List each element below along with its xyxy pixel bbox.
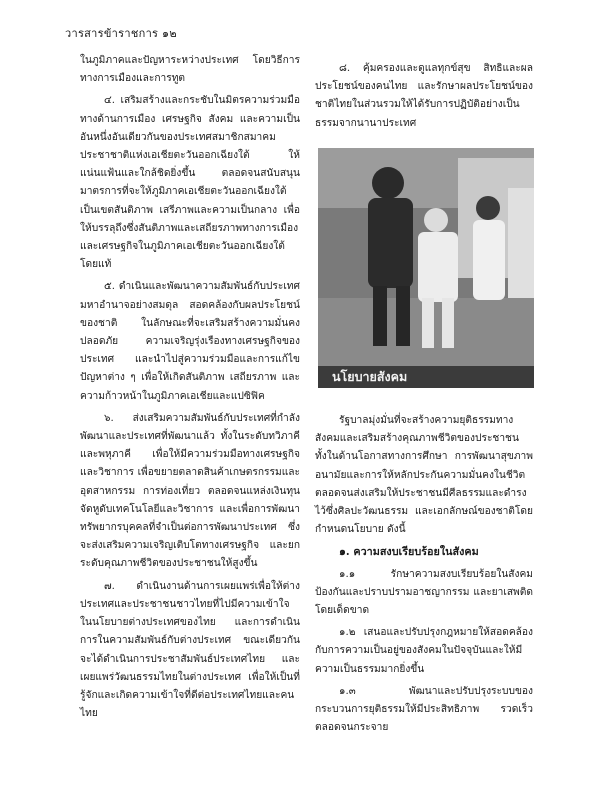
news-photo: [318, 148, 534, 368]
right-column-top: [315, 60, 533, 137]
paragraph-6: ๖. ส่งเสริมความสัมพันธ์กับประเทศที่กำลังพัฒนาและประเทศที่พัฒนาแล้ว ทั้งในระดับทวิภาคีและพหุภาคี เพื่อให้มีความร่วมมือทางเศรษฐกิจและวิชาการ เพื่อขยายตลาดสินค้าเกษตรกรรมและอุตสาหกรรม การท่องเที่ยว ตลอดจนแหล่งเงินทุน จัดหูดับเทคโนโลยีและวิชาการ และเพื่อการพัฒนาทรัพยากรบุคคลที่จำเป็นต่อการพัฒนาประเทศ ซึ่งจะส่งเสริมความเจริญเติบโตทางเศรษฐกิจ และยกระดับคุณภาพชีวิตของประชาชนให้สูงขึ้น: [80, 412, 300, 570]
paragraph-3: ในภูมิภาคและปัญหาระหว่างประเทศ โดยวิธีการทางการเมืองและการทูต: [80, 55, 300, 85]
section-banner: นโยบายสังคม: [318, 366, 534, 388]
paragraph-7: ๗. ดำเนินงานด้านการเผยแพร่เพื่อให้ต่างประเทศและประชาชนชาวไทยที่ไปมีความเข้าใจในนโยบายต่างประเทศของไทย และการดำเนินการในความสัมพันธ์กับต่างประเทศ ขณะเดียวกันจะได้ดำเนินการประชาสัมพันธ์ประเทศไทย และเผยแพร่วัฒนธรรมไทยในต่างประเทศ เพื่อให้เป็นที่รู้จักและเกิดความเข้าใจที่ดีต่อประเทศไทยและคนไทย: [80, 580, 300, 720]
paragraph-4: ๔. เสริมสร้างและกระชับในมิตรความร่วมมือทางด้านการเมือง เศรษฐกิจ สังคม และความเป็นอันหนึ่งอันเดียวกันของประเทศสมาชิกสมาคมประชาชาติแห่งเอเชียตะวันออกเฉียงใต้ ให้แน่นแฟ้นและใกล้ชิดยิ่งขึ้น ตลอดจนสนับสนุนมาตรการที่จะให้ภูมิภาคเอเชียตะวันออกเฉียงใต้เป็นเขตสันติภาพ เสรีภาพและความเป็นกลาง เพื่อให้บรรลุถึงซึ่งสันติภาพและเสถียรภาพทางการเมืองและเศรษฐกิจในภูมิภาคเอเชียตะวันออกเฉียงใต้โดยแท้: [80, 95, 300, 271]
item-1-2: ๑.๒ เสนอและปรับปรุงกฎหมายให้สอดคล้องกับการความเป็นอยู่ของสังคมในปัจจุบันและให้มีความเป็นธรรมมากยิ่งขึ้น: [315, 627, 533, 675]
right-column-bottom: [315, 412, 533, 741]
page-header: วารสารข้าราชการ ๑๒: [65, 27, 177, 40]
item-1-1: ๑.๑ รักษาความสงบเรียบร้อยในสังคม ป้องกันและปราบปรามอาชญากรรม และยาเสพติดโดยเด็ดขาด: [315, 568, 533, 617]
section-title: ๑. ความสงบเรียบร้อยในสังคม: [339, 545, 479, 559]
paragraph-5: ๕. ดำเนินและพัฒนาความสัมพันธ์กับประเทศมหาอำนาจอย่างสมดุล สอดคล้องกับผลประโยชน์ของชาติ ในลักษณะที่จะเสริมสร้างความมั่นคงปลอดภัย ความเจริญรุ่งเรืองทางเศรษฐกิจของประเทศ และนำไปสู่ความร่วมมือและการแก้ไขปัญหาต่าง ๆ เพื่อให้เกิดสันติภาพ เสถียรภาพ และความก้าวหน้าในภูมิภาคเอเชียและแปซิฟิค: [80, 281, 300, 402]
paragraph-8: ๘. คุ้มครองและดูแลทุกข์สุข สิทธิและผลประโยชน์ของคนไทย และรักษาผลประโยชน์ของชาติไทยในส่วนรวมให้ได้รับการปฏิบัติอย่างเป็นธรรมจากนานาประเทศ: [315, 63, 533, 129]
photo-police-escort: [318, 148, 534, 368]
policy-intro: รัฐบาลมุ่งมั่นที่จะสร้างความยุติธรรมทางสังคมและเสริมสร้างคุณภาพชีวิตของประชาชน ทั้งในด้านโอกาสทางการศึกษา การพัฒนาสุขภาพอนามัยและการให้หลักประกันความมั่นคงในชีวิต ตลอดจนส่งเสริมให้ประชาชนมีศีลธรรมและดำรงไว้ซึ่งศิลปะวัฒนธรรม และเอกลักษณ์ของชาติโดยกำหนดนโยบาย ดังนี้: [315, 415, 533, 536]
left-column: [80, 52, 300, 727]
item-1-3: ๑.๓ พัฒนาและปรับปรุงระบบของกระบวนการยุติธรรมให้มีประสิทธิภาพ รวดเร็ว ตลอดจนกระจาย: [315, 685, 533, 734]
